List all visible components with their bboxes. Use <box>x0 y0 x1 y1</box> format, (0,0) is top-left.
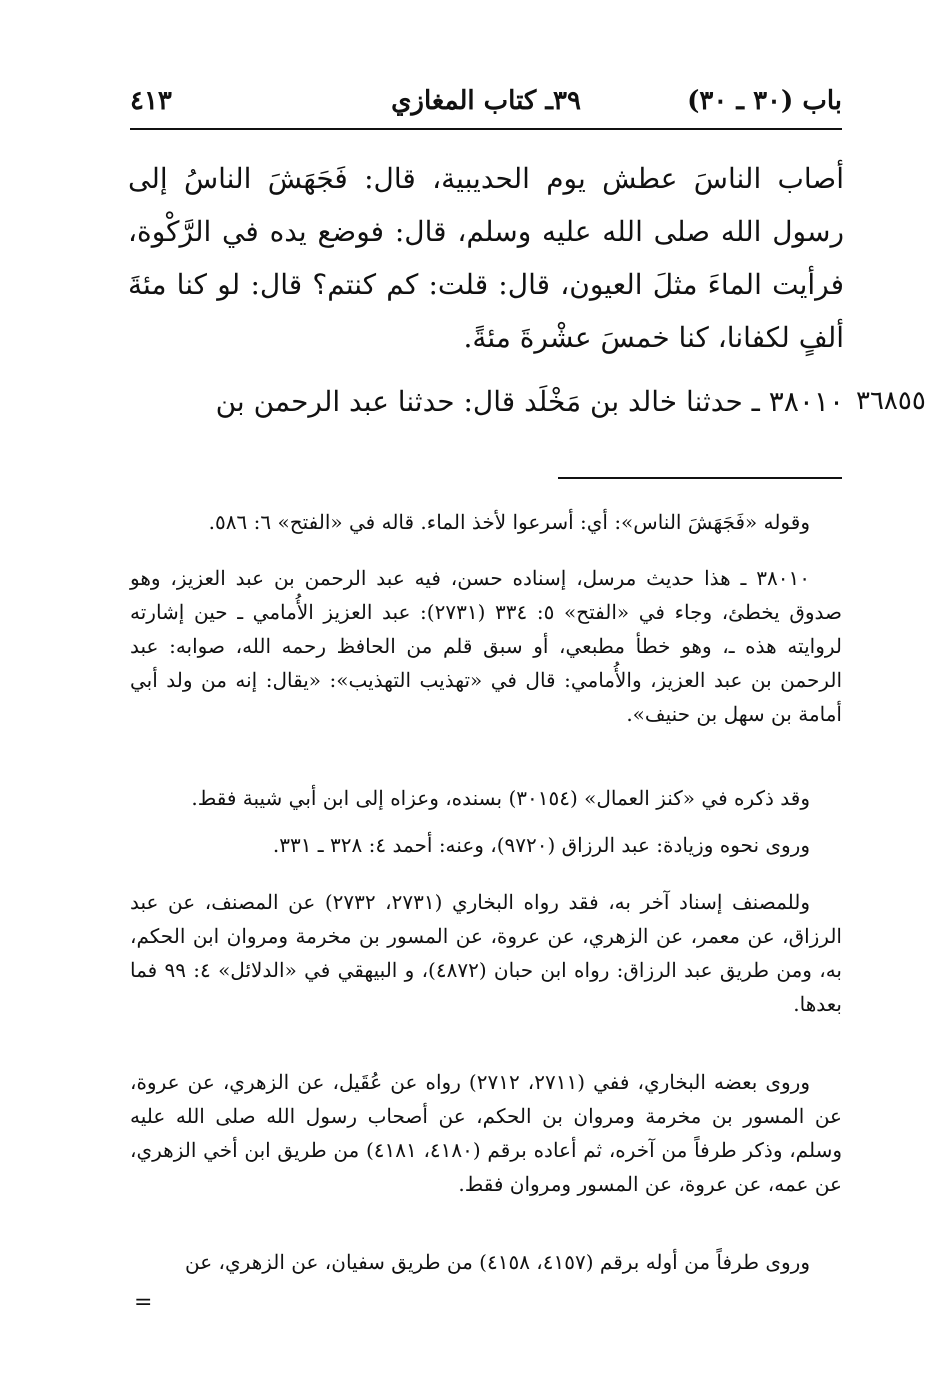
footnote <box>130 505 842 539</box>
header-rule <box>130 128 842 130</box>
page-number: ٤١٣ <box>130 86 172 116</box>
footnote-text: وقوله «فَجَهَشَ الناس»: أي: أسرعوا لأخذ الماء. قاله في «الفتح» ٦: ٥٨٦. <box>208 510 810 534</box>
footnote-text: وروى طرفاً من أوله برقم (٤١٥٧، ٤١٥٨) من طريق سفيان، عن الزهري، عن <box>185 1250 810 1274</box>
footnote <box>130 885 842 1021</box>
footnote <box>130 1065 842 1201</box>
footnote-text: وروى نحوه وزيادة: عبد الرزاق (٩٧٢٠)، وعنه: أحمد ٤: ٣٢٨ ـ ٣٣١. <box>272 833 810 857</box>
footnote <box>130 561 842 731</box>
footnote-text: وروى بعضه البخاري، ففي (٢٧١١، ٢٧١٢) رواه عن عُقَيل، عن الزهري، عن عروة، عن المسور بن مخرمة ومروان بن الحكم، عن أصحاب رسول الله صلى الله عليه وسلم، وذكر طرفاً من آخره، ثم أعاده برقم (٤١٨٠، ٤١٨١) من طريق ابن أخي الزهري، عن عمه، عن عروة، عن المسور ومروان فقط. <box>130 1070 843 1196</box>
margin-number: ٣٦٨٥٥ <box>856 386 926 416</box>
footnote-text: وللمصنف إسناد آخر به، فقد رواه البخاري (٢٧٣١، ٢٧٣٢) عن المصنف، عن عبد الرزاق، عن معمر، عن الزهري، عن عروة، عن المسور بن مخرمة ومروان ابن الحكم، به، ومن طريق عبد الرزاق: رواه ابن حبان (٤٨٧٢)، و البيهقي في «الدلائل» ٤: ٩٩ فما بعدها. <box>130 890 842 1016</box>
footnote-separator <box>558 477 842 479</box>
hadith-paragraph: ٣٨٠١٠ ـ حدثنا خالد بن مَخْلَد قال: حدثنا عبد الرحمن بن <box>215 385 844 418</box>
main-text-paragraph: أصاب الناسَ عطش يوم الحديبية، قال: فَجَهَشَ الناسُ إلى رسول الله صلى الله عليه وسلم، قال: فوضع يده في الرَّكْوة، فرأيت الماءَ مثلَ العيون، قال: قلت: كم كنتم؟ قال: لو كنا مئةَ ألفٍ لكفانا، كنا خمسَ عشْرةَ مئةً. <box>128 162 844 354</box>
footnote <box>130 781 842 815</box>
book-title: ٣٩ـ كتاب المغازي <box>391 86 581 116</box>
chapter-heading: باب (٣٠ ـ ٣٠) <box>687 86 842 116</box>
continuation-mark: = <box>134 1290 153 1315</box>
footnote-text: ٣٨٠١٠ ـ هذا حديث مرسل، إسناده حسن، فيه عبد الرحمن بن عبد العزيز، وهو صدوق يخطئ، وجاء في «الفتح» ٥: ٣٣٤ (٢٧٣١): عبد العزيز الأُمامي ـ حين إشارته لروايته هذه ـ، وهو خطأ مطبعي، أو سبق قلم من الحافظ رحمه الله، صوابه: عبد الرحمن بن عبد العزيز، والأُمامي: قال في «تهذيب التهذيب»: «يقال: إنه من ولد أبي أمامة بن سهل بن حنيف». <box>130 566 842 726</box>
footnote-text: وقد ذكره في «كنز العمال» (٣٠١٥٤) بسنده، وعزاه إلى ابن أبي شيبة فقط. <box>191 786 810 810</box>
running-header <box>130 84 842 128</box>
footnote <box>130 1245 842 1279</box>
footnote <box>130 828 842 862</box>
